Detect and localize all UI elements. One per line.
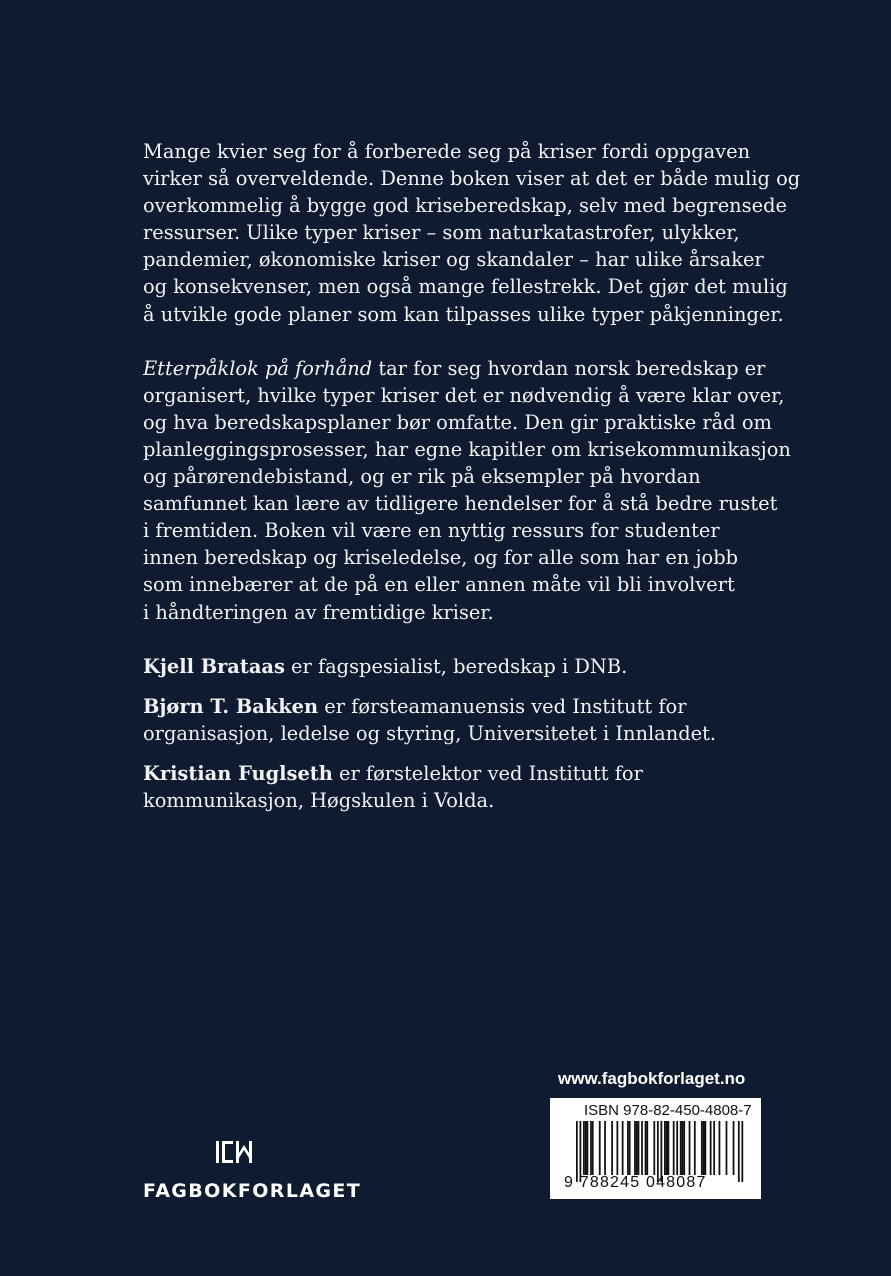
author-description: er fagspesialist, beredskap i DNB. [284,654,628,678]
text-line: i håndteringen av fremtidige kriser. [143,600,494,624]
barcode-bar [592,1121,594,1175]
barcode-bar [664,1121,666,1175]
barcode-bar [682,1121,684,1175]
author-bio-bjorn-bakken [143,693,783,747]
text-line: samfunnet kan lære av tidligere hendelser for å stå bedre rustet [143,492,778,516]
barcode-bar [611,1121,613,1175]
author-description: er førsteamanuensis ved Institutt for [318,694,687,718]
text-line [143,760,783,787]
text-line: innen beredskap og kriseledelse, og for alle som har en jobb [143,546,739,570]
author-name: Kjell Brataas [143,654,285,678]
text-line: og konsekvenser, men også mange fellestrekk. Det gjør det mulig [143,275,788,299]
barcode-bar [738,1121,740,1182]
text-line: Mange kvier seg for å forberede seg på kriser fordi oppgaven [143,140,751,163]
text-line: pandemier, økonomiske kriser og skandaler – har ulike årsaker [143,248,764,272]
barcode-bar [680,1121,682,1175]
publisher-name: FAGBOKFORLAGET [143,1180,362,1202]
text-line: organisert, hvilke typer kriser det er nødvendig å være klar over, [143,383,785,407]
barcode-bar [666,1121,668,1175]
barcode-bar [657,1121,659,1182]
text-line: ressurser. Ulike typer kriser – som naturkatastrofer, ulykker, [143,221,740,245]
barcode-bar [719,1121,721,1175]
isbn-label: ISBN 978-82-450-4808-7 [584,1102,752,1119]
text-line: planleggingsprosesser, har egne kapitler om krisekommunikasjon [143,437,791,461]
barcode-bar [587,1121,589,1175]
barcode-bar [713,1121,715,1175]
text-line [143,355,783,382]
author-name: Bjørn T. Bakken [143,694,319,718]
barcode-bar [622,1121,624,1175]
barcode-bar [645,1121,647,1175]
barcode-bar [585,1121,587,1175]
text-line: kommunikasjon, Høgskulen i Volda. [143,788,495,812]
barcode-bar [646,1121,648,1175]
barcode-bar [638,1121,640,1175]
description-paragraph-1 [143,138,801,328]
author-name: Kristian Fuglseth [143,761,333,785]
text-line: i fremtiden. Boken vil være en nyttig ressurs for studenter [143,519,720,543]
barcode-bar [683,1121,685,1175]
author-description: er førstelektor ved Institutt for [332,761,643,785]
book-title: Etterpåklok på forhånd [143,356,373,380]
barcode-bar [726,1121,728,1175]
text-line [143,693,783,720]
author-bio-kjell-brataas [143,653,783,680]
publisher-website: www.fagbokforlaget.no [558,1069,746,1088]
barcode-bar [703,1121,705,1175]
text-line: og pårørendebistand, og er rik på eksempler på hvordan [143,465,701,489]
barcode-bar [668,1121,670,1175]
barcode-digits: 9 788245 048087 [564,1174,707,1191]
barcode-bar [629,1121,631,1175]
barcode-bar [741,1121,743,1182]
text-line: virker så overveldende. Denne boken viser at det er både mulig og [143,167,801,191]
barcode-bar [676,1121,678,1175]
text-line: organisasjon, ledelse og styring, Universitetet i Innlandet. [143,721,717,745]
barcode-bar [704,1121,706,1175]
barcode-bar [733,1121,735,1175]
barcode-bar [599,1121,601,1175]
text-line: overkommelig å bygge god kriseberedskap, selv med begrensede [143,194,787,218]
barcode-bar [627,1121,629,1175]
text-line: og hva beredskapsplaner bør omfatte. Den gir praktiske råd om [143,410,772,434]
text-line [143,653,783,680]
text-line: som innebærer at de på en eller annen måte vil bli involvert [143,573,735,597]
barcode-bar [710,1121,712,1175]
barcode-bar [701,1121,703,1175]
fagbokforlaget-logo-icon [213,1139,259,1167]
back-cover-text [143,138,801,814]
barcode-bar [660,1121,662,1182]
barcode-bar [689,1121,691,1175]
text-fragment: tar for seg hvordan norsk beredskap er [372,356,766,380]
barcode-bar [590,1121,592,1175]
text-line: å utvikle gode planer som kan tilpasses ulike typer påkjenninger. [143,302,784,326]
barcode-bar [636,1121,638,1175]
barcode-bar [604,1121,606,1175]
barcode-bar [616,1121,618,1175]
barcode-bar [641,1121,643,1175]
barcode-bar [583,1121,585,1175]
barcode-bar [673,1121,675,1175]
barcode-bar [576,1121,578,1182]
barcode-bar [634,1121,636,1175]
barcode-bar [653,1121,655,1175]
isbn-barcode [550,1098,761,1199]
barcode-bar [694,1121,696,1175]
barcode-bar [580,1121,582,1182]
description-paragraph-2 [143,355,791,626]
author-bio-kristian-fuglseth [143,760,783,814]
